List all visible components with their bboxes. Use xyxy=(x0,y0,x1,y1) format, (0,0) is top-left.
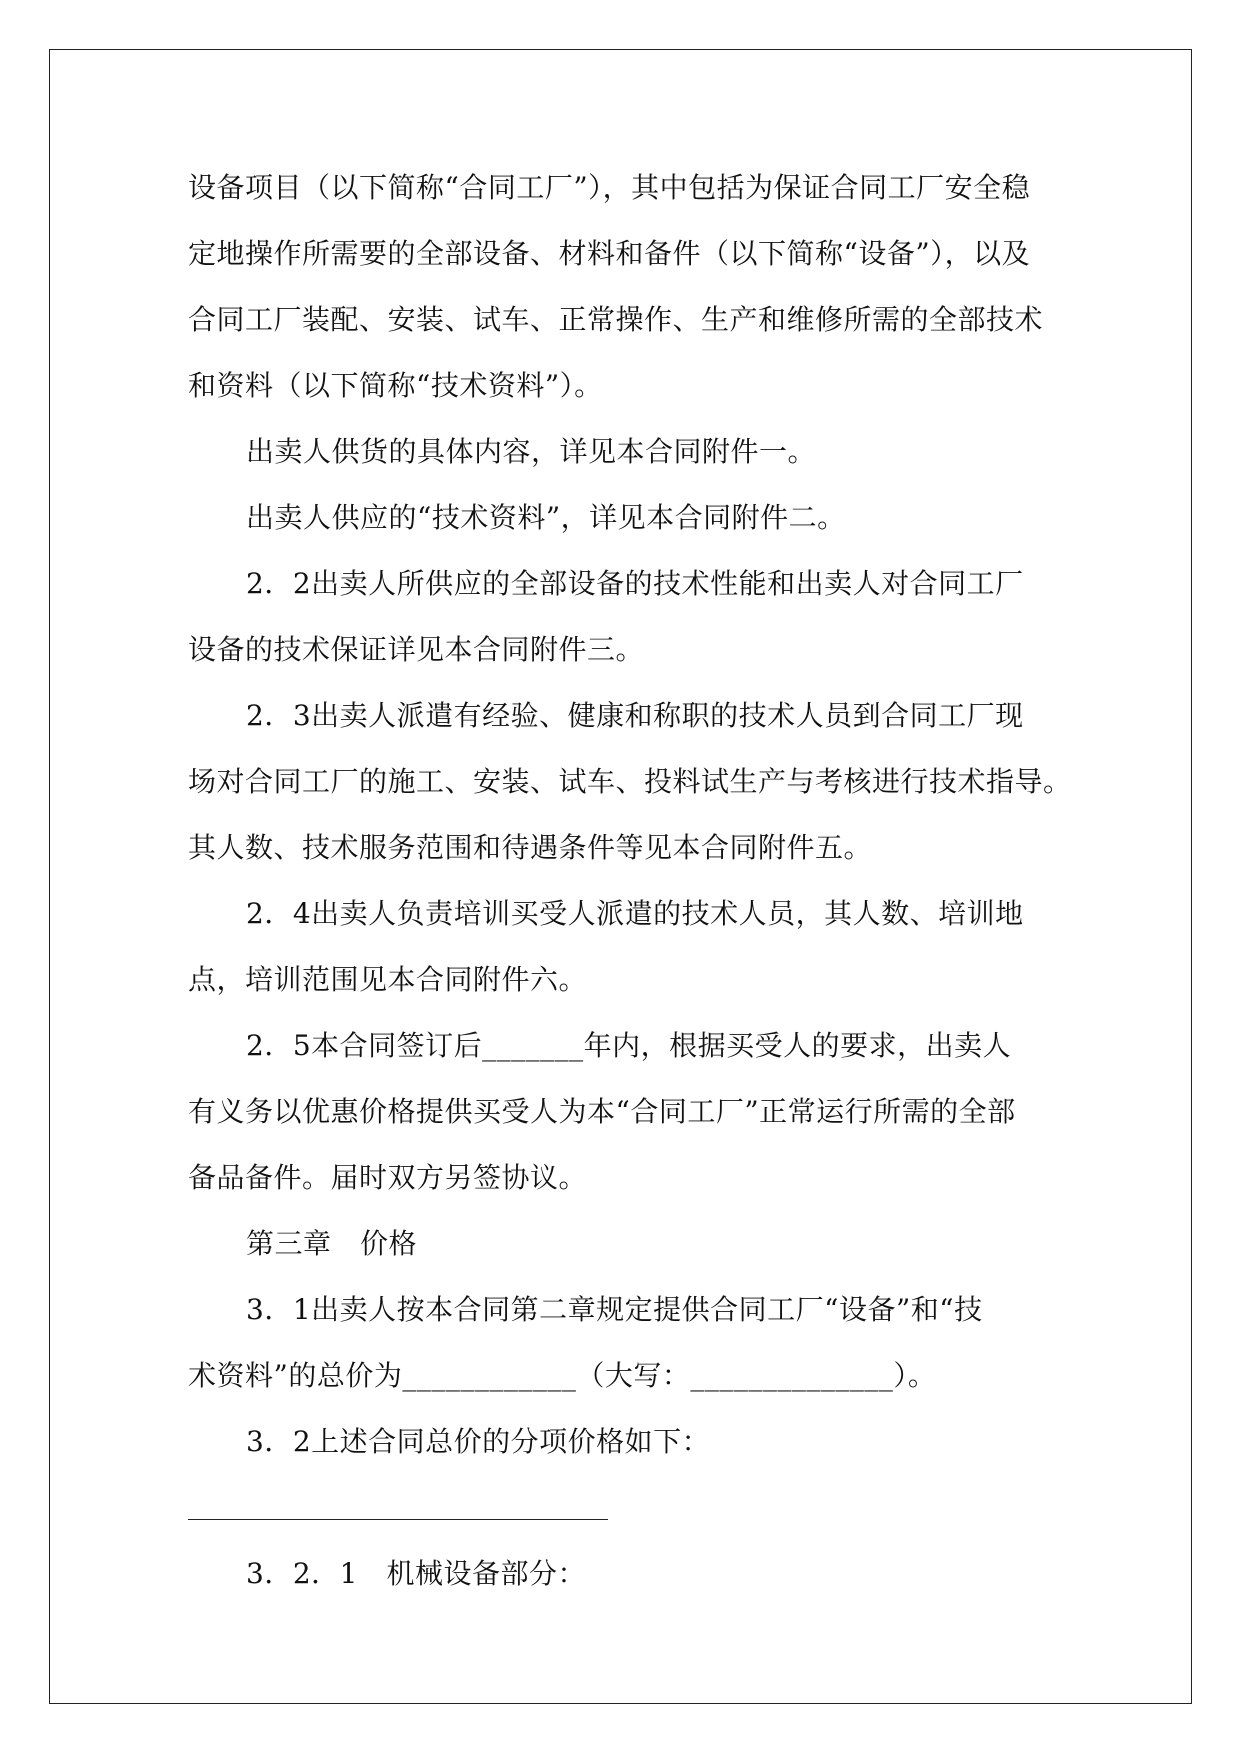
text-line: 有义务以优惠价格提供买受人为本“合同工厂”正常运行所需的全部 xyxy=(188,1095,1016,1128)
document-body xyxy=(188,155,1072,1607)
underline-rule xyxy=(188,1519,608,1520)
text-line: 2．4出卖人负责培训买受人派遣的技术人员，其人数、培训地 xyxy=(246,897,1024,930)
text-line: 设备的技术保证详见本合同附件三。 xyxy=(188,633,645,666)
text-line: 点，培训范围见本合同附件六。 xyxy=(188,963,588,996)
text-line: 术资料”的总价为____________（大写：______________）。 xyxy=(188,1359,937,1392)
text-line: 2．2出卖人所供应的全部设备的技术性能和出卖人对合同工厂 xyxy=(246,567,1024,600)
text-line: 出卖人供应的“技术资料”，详见本合同附件二。 xyxy=(246,501,846,534)
text-line: 合同工厂装配、安装、试车、正常操作、生产和维修所需的全部技术 xyxy=(188,303,1044,336)
text-line: 和资料（以下简称“技术资料”）。 xyxy=(188,369,603,402)
text-line: 2．3出卖人派遣有经验、健康和称职的技术人员到合同工厂现 xyxy=(246,699,1024,732)
chapter-heading: 第三章 价格 xyxy=(246,1227,418,1260)
text-line: 备品备件。届时双方另签协议。 xyxy=(188,1161,588,1194)
text-line: 3．2上述合同总价的分项价格如下： xyxy=(246,1425,711,1458)
text-line: 3．2．1 机械设备部分： xyxy=(246,1557,586,1590)
text-line: 场对合同工厂的施工、安装、试车、投料试生产与考核进行技术指导。 xyxy=(188,765,1072,798)
text-line: 2．5本合同签订后_______年内，根据买受人的要求，出卖人 xyxy=(246,1029,1012,1062)
text-line: 定地操作所需要的全部设备、材料和备件（以下简称“设备”），以及 xyxy=(188,237,1031,270)
text-line: 设备项目（以下简称“合同工厂”），其中包括为保证合同工厂安全稳 xyxy=(188,171,1031,204)
blank-fill-line xyxy=(188,1475,1068,1541)
text-line: 其人数、技术服务范围和待遇条件等见本合同附件五。 xyxy=(188,831,873,864)
text-line: 3．1出卖人按本合同第二章规定提供合同工厂“设备”和“技 xyxy=(246,1293,983,1326)
text-line: 出卖人供货的具体内容，详见本合同附件一。 xyxy=(246,435,817,468)
